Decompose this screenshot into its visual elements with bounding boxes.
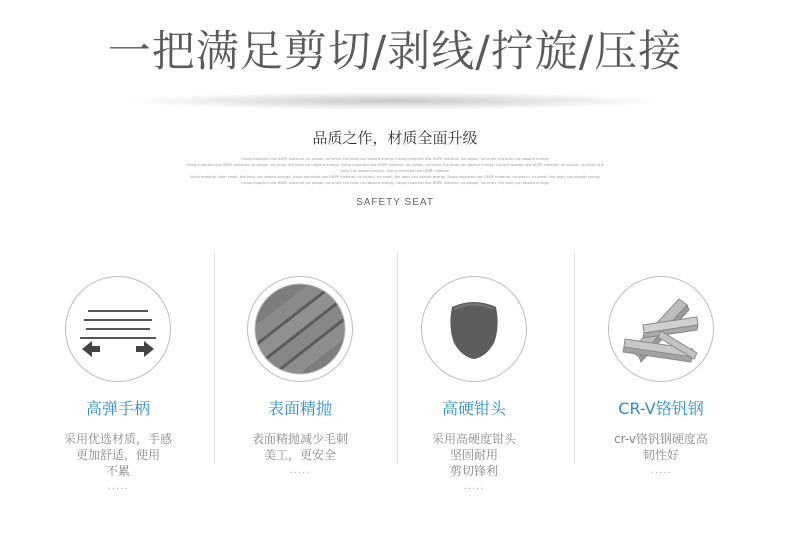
- steel-bars-icon: [608, 276, 714, 382]
- feature-title: 高硬钳头: [441, 399, 506, 418]
- grip-lines-arrows-graphic: [66, 277, 170, 381]
- feature-description-line: 剪切锋利: [449, 464, 498, 478]
- feature-description-line: 不累: [105, 464, 130, 478]
- feature-title: 表面精抛: [267, 399, 332, 418]
- page-headline: 一把满足剪切/剥线/拧旋/压接: [107, 27, 683, 77]
- feature-description: [210, 431, 390, 463]
- feature-title: 高弹手柄: [85, 399, 150, 418]
- feature-description-line: 美工，更安全: [263, 448, 336, 462]
- feature-more-dots: .....: [650, 465, 672, 476]
- fine-print-line: Using imported raw HDPE material, no poison, no smell, the body can absorb energy, Using imported raw HDPE material, no poison, no smell, the body can absorb energy: [241, 157, 549, 161]
- headline-shadow-decoration: [130, 92, 660, 110]
- feature-title: CR-V铬钒钢: [618, 399, 704, 418]
- grip-lines-arrows-icon: [65, 276, 171, 382]
- fine-print-line: Using imported raw HDPE material, no poison, no smell, the body can absorb energy, Using imported raw HDPE material, no poison, no smell, the body can absorb energy, Using imported raw HDPE material, no poison, no smell, the body can absorb energy, Using imported raw HDPE material: [186, 163, 604, 173]
- feature-description-line: 韧性好: [642, 448, 679, 462]
- fine-print-block: [185, 156, 605, 186]
- feature-description: [384, 431, 564, 479]
- feature-card-surface: [210, 276, 390, 475]
- fine-print-line: Using material, form smell, the body can absorb energy, Using imported raw HDPE material, no poison, no smell, the body can absorb energy, Using imported raw HDPE material, no poison, no smell, the body can absorb energy: [189, 175, 601, 179]
- feature-more-dots: .....: [289, 465, 311, 476]
- feature-description-line: 采用优选材质，手感: [63, 432, 172, 446]
- pliers-head-graphic: [422, 277, 526, 381]
- fine-print-line: Using imported raw HDPE material, no poison, no smell, the body can absorb energy, Using imported raw HDPE material, no poison, no smell, the body can absorb energy: [241, 181, 549, 185]
- section-subtitle: 品质之作，材质全面升级: [312, 129, 478, 147]
- feature-card-steel: [571, 276, 751, 475]
- feature-description-line: 采用高硬度钳头: [431, 432, 516, 446]
- steel-bars-graphic: [609, 277, 713, 381]
- safety-seat-label: SAFETY SEAT: [356, 197, 434, 208]
- feature-description-line: 坚固耐用: [449, 448, 498, 462]
- feature-description-line: cr-v铬钒钢硬度高: [614, 432, 708, 446]
- hard-pliers-head-icon: [421, 276, 527, 382]
- feature-more-dots: .....: [463, 481, 485, 492]
- polished-surface-graphic: [248, 277, 352, 381]
- feature-card-head: [384, 276, 564, 491]
- feature-card-handle: [28, 276, 208, 491]
- feature-more-dots: .....: [107, 481, 129, 492]
- feature-description-line: 表面精抛减少毛刺: [251, 432, 348, 446]
- polished-surface-icon: [247, 276, 353, 382]
- feature-description: [571, 431, 751, 463]
- feature-description-line: 更加舒适，使用: [75, 448, 160, 462]
- feature-description: [28, 431, 208, 479]
